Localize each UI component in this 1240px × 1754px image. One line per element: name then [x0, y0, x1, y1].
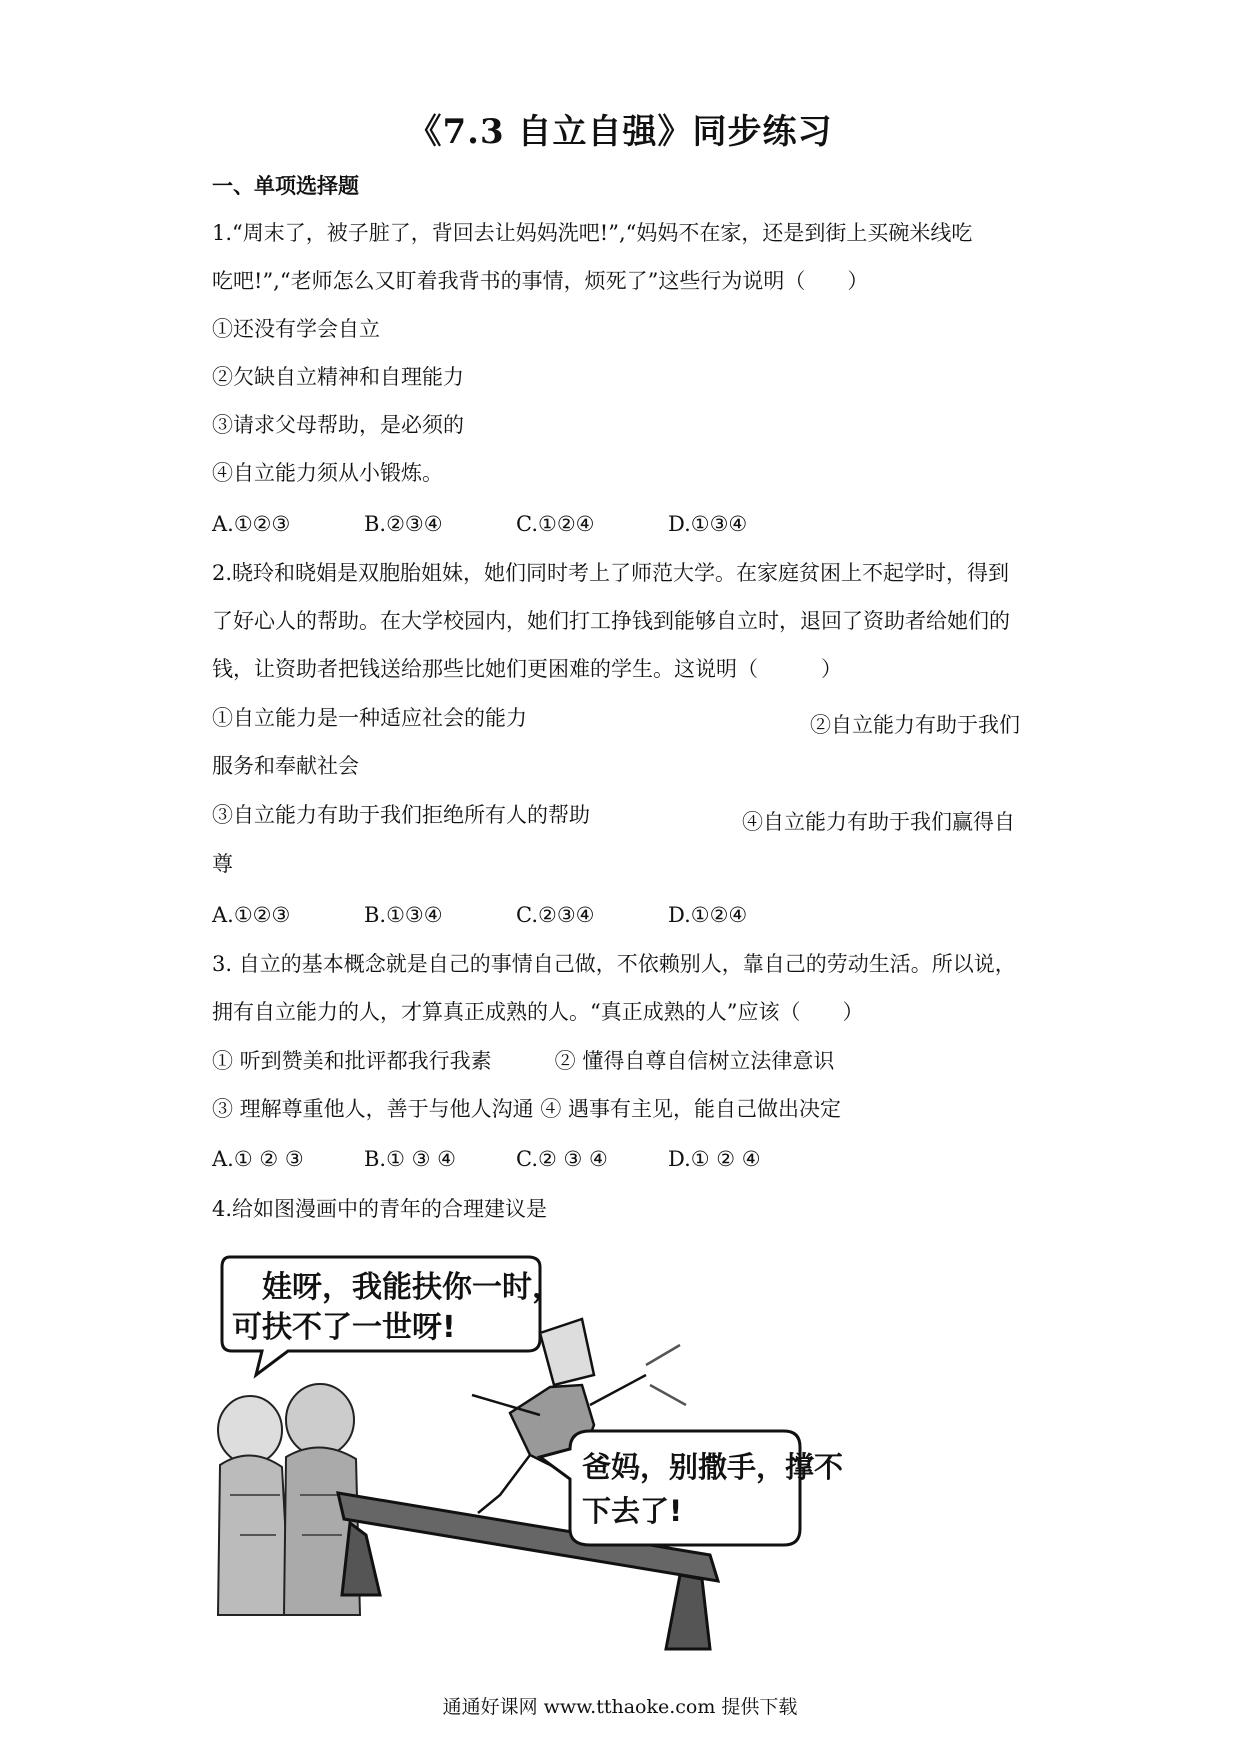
q2-option-c[interactable]: C.②③④	[516, 903, 595, 927]
q3-option-a[interactable]: A.① ② ③	[212, 1147, 304, 1171]
q1-option-a[interactable]: A.①②③	[212, 512, 291, 536]
cartoon-illustration	[210, 1245, 870, 1655]
q2-stem-line2: 了好心人的帮助。在大学校园内，她们打工挣钱到能够自立时，退回了资助者给她们的	[212, 609, 1010, 633]
section-heading: 一、单项选择题	[212, 174, 359, 198]
q2-stem-line1: 2.晓玲和晓娟是双胞胎姐妹，她们同时考上了师范大学。在家庭贫困上不起学时，得到	[212, 561, 1010, 585]
q3-statements-1-2: ① 听到赞美和批评都我行我素 ② 懂得自尊自信树立法律意识	[212, 1049, 835, 1073]
q2-statement-3: ③自立能力有助于我们拒绝所有人的帮助	[212, 803, 590, 827]
q1-option-d[interactable]: D.①③④	[668, 512, 748, 536]
q2-options	[212, 903, 747, 927]
q3-options	[212, 1147, 761, 1171]
son-speech-line2: 下去了!	[582, 1494, 683, 1528]
q3-statements-3-4: ③ 理解尊重他人，善于与他人沟通 ④ 遇事有主见，能自己做出决定	[212, 1097, 842, 1121]
q4-stem: 4.给如图漫画中的青年的合理建议是	[212, 1197, 548, 1221]
q2-stem-line3: 钱，让资助者把钱送给那些比她们更困难的学生。这说明（ ）	[212, 657, 842, 681]
q3-stem-line1: 3. 自立的基本概念就是自己的事情自己做，不依赖别人，靠自己的劳动生活。所以说，	[212, 952, 1016, 976]
q1-options	[212, 512, 747, 536]
q1-statement-3: ③请求父母帮助，是必须的	[212, 413, 464, 437]
page-footer: 通通好课网 www.tthaoke.com 提供下载	[442, 1696, 798, 1718]
q1-statement-1: ①还没有学会自立	[212, 317, 380, 341]
q1-stem-line1: 1.“周末了，被子脏了，背回去让妈妈洗吧!”,“妈妈不在家，还是到街上买碗米线吃	[212, 221, 973, 245]
q2-statement-2: ②自立能力有助于我们	[810, 713, 1020, 737]
q2-statement-4-cont: 尊	[212, 852, 233, 876]
q2-option-b[interactable]: B.①③④	[364, 903, 443, 927]
parent-speech-line1: 娃呀，我能扶你一时，	[262, 1270, 562, 1305]
q1-stem-line2: 吃吧!”,“老师怎么又盯着我背书的事情，烦死了”这些行为说明（ ）	[212, 269, 869, 293]
page-title: 《7.3 自立自强》同步练习	[407, 112, 833, 152]
q1-statement-4: ④自立能力须从小锻炼。	[212, 461, 443, 485]
q3-stem-line2: 拥有自立能力的人，才算真正成熟的人。“真正成熟的人”应该（ ）	[212, 1000, 864, 1024]
q3-option-c[interactable]: C.② ③ ④	[516, 1147, 608, 1171]
q3-option-d[interactable]: D.① ② ④	[668, 1147, 761, 1171]
q1-option-c[interactable]: C.①②④	[516, 512, 595, 536]
q1-statement-2: ②欠缺自立精神和自理能力	[212, 365, 464, 389]
q2-option-a[interactable]: A.①②③	[212, 903, 291, 927]
q3-option-b[interactable]: B.① ③ ④	[364, 1147, 456, 1171]
q2-statement-2-cont: 服务和奉献社会	[212, 754, 359, 778]
q2-option-d[interactable]: D.①②④	[668, 903, 748, 927]
q2-statement-4: ④自立能力有助于我们赢得自	[742, 810, 1015, 834]
parent-speech-line2: 可扶不了一世呀!	[232, 1310, 456, 1345]
son-speech-line1: 爸妈，别撒手，撑不	[582, 1450, 844, 1484]
q1-option-b[interactable]: B.②③④	[364, 512, 443, 536]
q2-statement-1: ①自立能力是一种适应社会的能力	[212, 706, 527, 730]
